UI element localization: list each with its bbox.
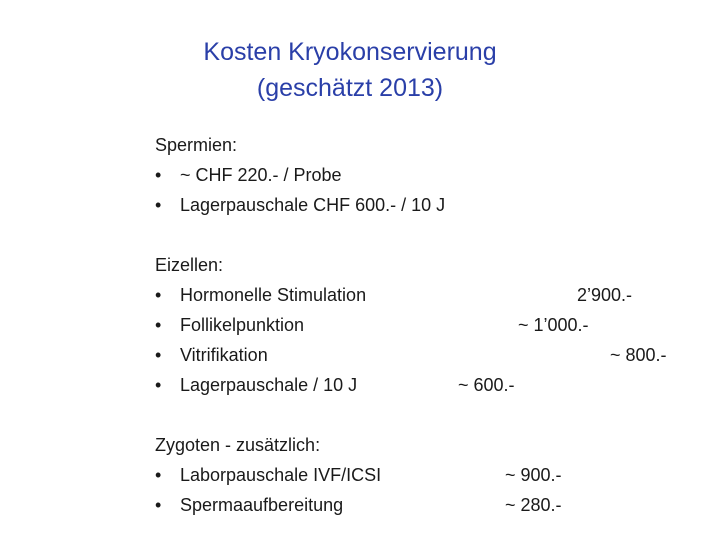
bullet-icon: • [155, 375, 162, 395]
list-item-value: ~ 280.- [505, 495, 562, 515]
slide-title-line-1: Kosten Kryokonservierung [203, 38, 497, 66]
slide-title-line-2: (geschätzt 2013) [256, 74, 444, 102]
bullet-icon: • [155, 165, 162, 185]
list-item-label: Follikelpunktion [180, 315, 305, 335]
bullet-icon: • [155, 345, 162, 365]
bullet-icon: • [155, 285, 162, 305]
list-item-label: Lagerpauschale / 10 J [180, 375, 358, 395]
list-item-label: Hormonelle Stimulation [180, 285, 367, 305]
bullet-icon: • [155, 315, 162, 335]
list-item-label: Vitrifikation [180, 345, 268, 365]
bullet-icon: • [155, 195, 162, 215]
list-item-value: ~ 1’000.- [518, 315, 589, 335]
list-item-value: ~ 900.- [505, 465, 562, 485]
bullet-icon: • [155, 495, 162, 515]
section-heading-zygoten: Zygoten - zusätzlich: [155, 435, 321, 455]
list-item-value: ~ 800.- [610, 345, 667, 365]
list-item-value: ~ 600.- [458, 375, 515, 395]
list-item-label: Laborpauschale IVF/ICSI [180, 465, 382, 485]
list-item-label: ~ CHF 220.- / Probe [180, 165, 342, 185]
section-heading-spermien: Spermien: [155, 135, 238, 155]
list-item-label: Spermaaufbereitung [180, 495, 344, 515]
section-heading-eizellen: Eizellen: [155, 255, 224, 275]
list-item-label: Lagerpauschale CHF 600.- / 10 J [180, 195, 446, 215]
list-item-value: 2’900.- [577, 285, 633, 305]
bullet-icon: • [155, 465, 162, 485]
